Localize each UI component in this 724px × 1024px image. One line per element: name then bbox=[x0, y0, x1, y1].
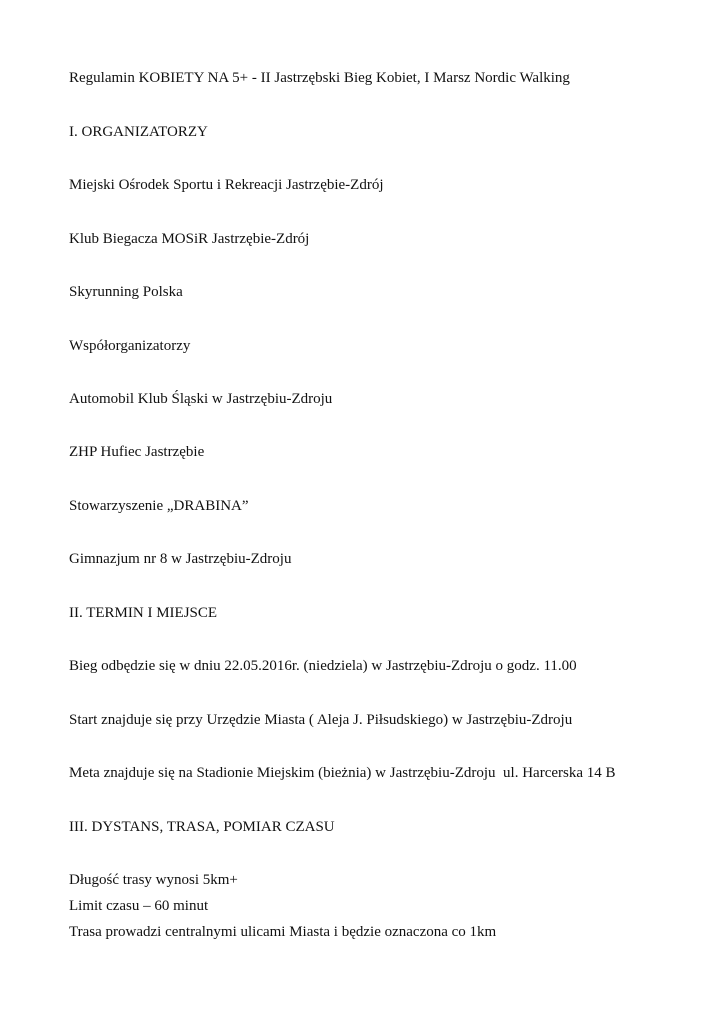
distance-line: Długość trasy wynosi 5km+ bbox=[69, 872, 238, 888]
organizer-item: Miejski Ośrodek Sportu i Rekreacji Jastrzębie-Zdrój bbox=[69, 177, 384, 193]
date-place-line: Bieg odbędzie się w dniu 22.05.2016r. (niedziela) w Jastrzębiu-Zdroju o godz. 11.00 bbox=[69, 658, 577, 674]
distance-line: Limit czasu – 60 minut bbox=[69, 898, 209, 914]
distance-line: Trasa prowadzi centralnymi ulicami Miasta i będzie oznaczona co 1km bbox=[69, 924, 497, 940]
organizer-item: Klub Biegacza MOSiR Jastrzębie-Zdrój bbox=[69, 231, 310, 247]
co-organizers-heading: Współorganizatorzy bbox=[69, 338, 191, 354]
co-organizer-item: ZHP Hufiec Jastrzębie bbox=[69, 444, 205, 460]
document-title: Regulamin KOBIETY NA 5+ - II Jastrzębski Bieg Kobiet, I Marsz Nordic Walking bbox=[69, 70, 570, 86]
section-heading-distance: III. DYSTANS, TRASA, POMIAR CZASU bbox=[69, 819, 335, 835]
co-organizer-item: Stowarzyszenie „DRABINA” bbox=[69, 498, 249, 514]
co-organizer-item: Automobil Klub Śląski w Jastrzębiu-Zdroju bbox=[69, 391, 333, 407]
date-place-line: Meta znajduje się na Stadionie Miejskim (bieżnia) w Jastrzębiu-Zdroju ul. Harcerska 14 B bbox=[69, 765, 616, 781]
co-organizer-item: Gimnazjum nr 8 w Jastrzębiu-Zdroju bbox=[69, 551, 292, 567]
section-heading-organizers: I. ORGANIZATORZY bbox=[69, 124, 208, 140]
section-heading-date-place: II. TERMIN I MIEJSCE bbox=[69, 605, 218, 621]
organizer-item: Skyrunning Polska bbox=[69, 284, 183, 300]
date-place-line: Start znajduje się przy Urzędzie Miasta ( Aleja J. Piłsudskiego) w Jastrzębiu-Zdroju bbox=[69, 712, 573, 728]
